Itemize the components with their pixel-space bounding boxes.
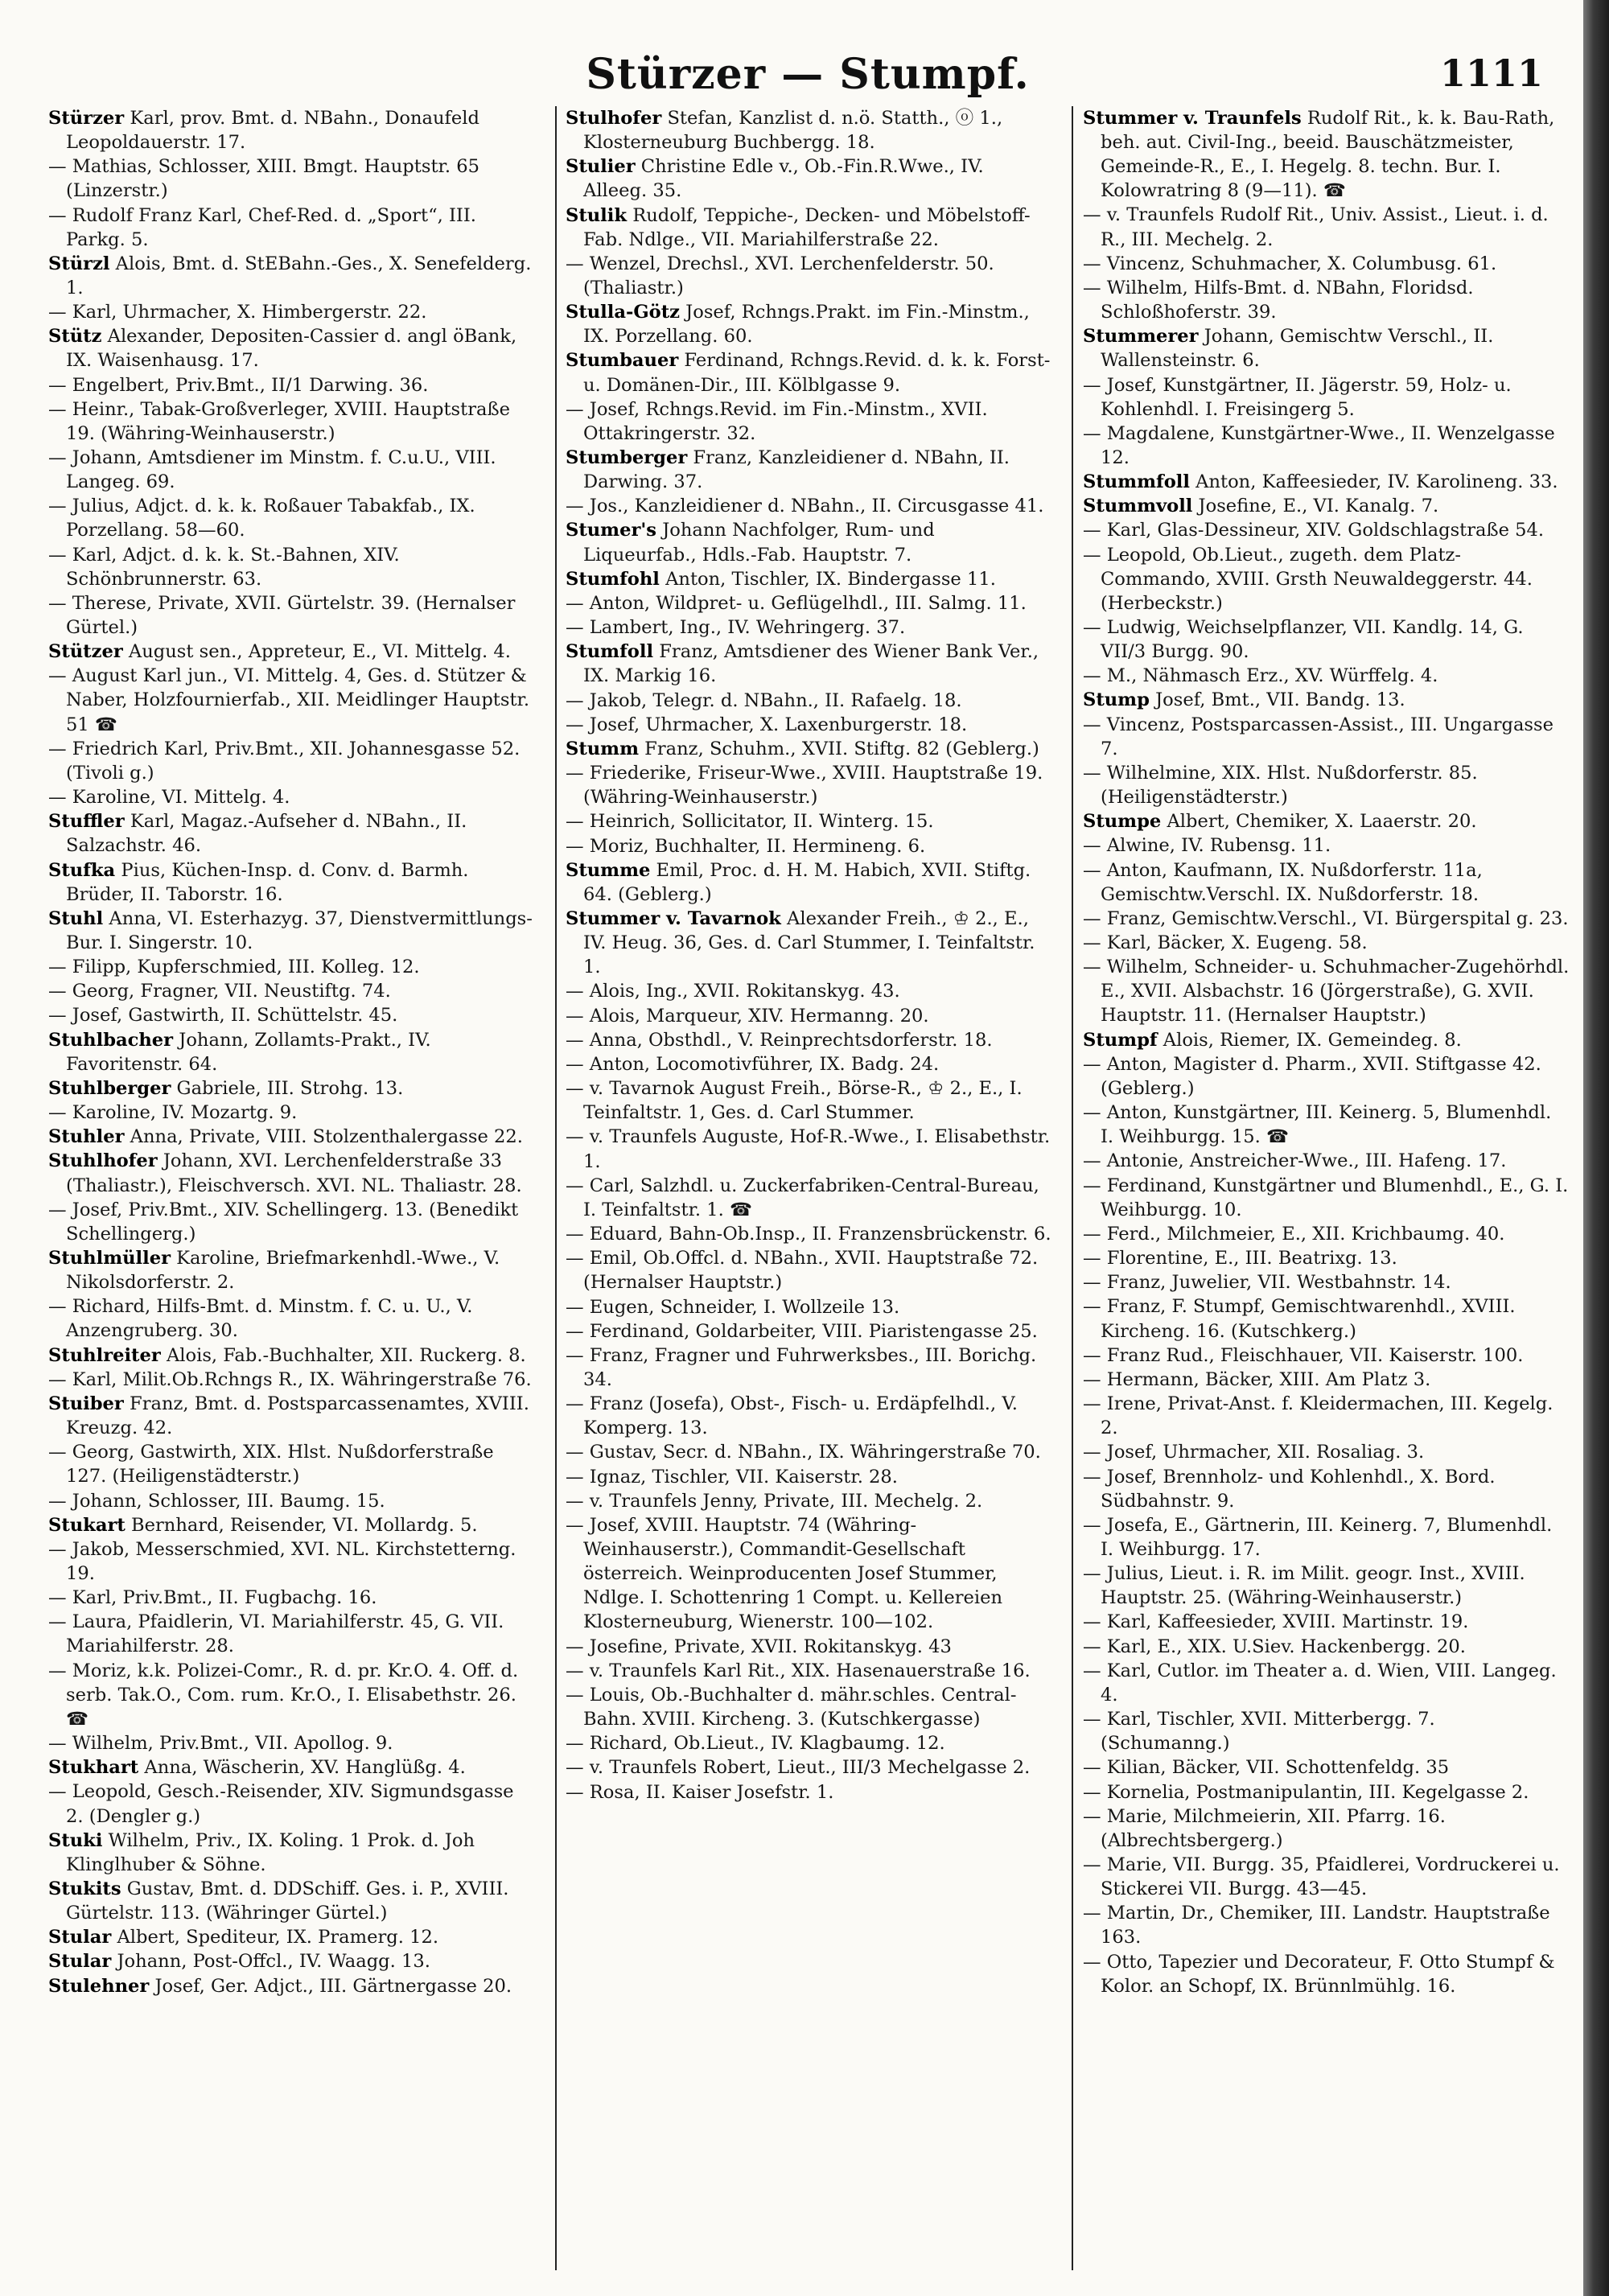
- directory-entry: Stular Johann, Post-Offcl., IV. Waagg. 13.: [48, 1951, 430, 1973]
- directory-entry: — Karl, Adjct. d. k. k. St.-Bahnen, XIV. Schönbrunnerstr. 63.: [48, 544, 400, 590]
- directory-entry: — Franz, Gemischtw.Verschl., VI. Bürgerspital g. 23.: [1083, 907, 1569, 929]
- directory-entry: — M., Nähmasch Erz., XV. Würffelg. 4.: [1083, 665, 1438, 687]
- directory-entry: — Richard, Ob.Lieut., IV. Klagbaumg. 12.: [566, 1733, 945, 1755]
- directory-entry: Stuhl Anna, VI. Esterhazyg. 37, Dienstvermittlungs-Bur. I. Singerstr. 10.: [48, 907, 533, 953]
- directory-entry: — Karl, Uhrmacher, X. Himbergerstr. 22.: [48, 302, 427, 323]
- column-divider: [1072, 106, 1073, 2270]
- directory-entry: Stumm Franz, Schuhm., XVII. Stiftg. 82 (Geblerg.): [566, 738, 1039, 759]
- directory-entry: — Otto, Tapezier und Decorateur, F. Otto Stumpf & Kolor. an Schopf, IX. Brünnlmühlg. 16.: [1083, 1951, 1555, 1997]
- directory-entry: — Josef, Priv.Bmt., XIV. Schellingerg. 13. (Benedikt Schellingerg.): [48, 1199, 519, 1245]
- directory-entry: — Kilian, Bäcker, VII. Schottenfeldg. 35: [1083, 1757, 1450, 1779]
- column-3: [1083, 106, 1570, 2270]
- directory-entry: Stukart Bernhard, Reisender, VI. Mollardg. 5.: [48, 1514, 478, 1536]
- directory-entry: — Wilhelmine, XIX. Hlst. Nußdorferstr. 85. (Heiligenstädterstr.): [1083, 762, 1478, 809]
- directory-entry: — v. Traunfels Auguste, Hof-R.-Wwe., I. Elisabethstr. 1.: [566, 1126, 1051, 1172]
- directory-entry: — Rosa, II. Kaiser Josefstr. 1.: [566, 1781, 834, 1803]
- directory-entry: — Anna, Obsthdl., V. Reinprechtsdorferstr. 18.: [566, 1029, 993, 1051]
- directory-entry: Stuki Wilhelm, Priv., IX. Koling. 1 Prok. d. Joh Klinglhuber & Söhne.: [48, 1829, 475, 1875]
- directory-entry: Stuhlbacher Johann, Zollamts-Prakt., IV. Favoritenstr. 64.: [48, 1029, 431, 1075]
- page-title: Stürzer — Stumpf.: [586, 50, 1030, 99]
- directory-entry: — Georg, Fragner, VII. Neustiftg. 74.: [48, 981, 391, 1002]
- directory-entry: — Johann, Schlosser, III. Baumg. 15.: [48, 1490, 385, 1512]
- directory-entry: — Jakob, Telegr. d. NBahn., II. Rafaelg. 18.: [566, 689, 962, 711]
- directory-entry: Stummer v. Traunfels Rudolf Rit., k. k. Bau-Rath, beh. aut. Civil-Ing., beeid. Bauschätzmeister, Gemeinde-R., E., I. Hegelg. 8. techn. Bur. I. Kolowratring 8 (9—11). ☎: [1083, 108, 1555, 202]
- directory-entry: Stürzer Karl, prov. Bmt. d. NBahn., Donaufeld Leopoldauerstr. 17.: [48, 108, 479, 154]
- directory-entry: — Hermann, Bäcker, XIII. Am Platz 3.: [1083, 1368, 1431, 1390]
- directory-entry: — Filipp, Kupferschmied, III. Kolleg. 12.: [48, 957, 420, 978]
- directory-entry: — Ferdinand, Kunstgärtner und Blumenhdl., E., G. I. Weihburgg. 10.: [1083, 1175, 1569, 1220]
- directory-entry: — Kornelia, Postmanipulantin, III. Kegelgasse 2.: [1083, 1781, 1529, 1803]
- page-header: [48, 50, 1567, 101]
- directory-entry: — Wilhelm, Schneider- u. Schuhmacher-Zugehörhdl. E., XVII. Alsbachstr. 16 (Jörgerstraße), G. XVII. Hauptstr. 11. (Hernalser Hauptstr.): [1083, 957, 1570, 1027]
- directory-entry: Stukhart Anna, Wäscherin, XV. Hanglüßg. 4.: [48, 1757, 466, 1779]
- directory-entry: — Lambert, Ing., IV. Wehringerg. 37.: [566, 617, 906, 639]
- book-binding-edge: [1583, 0, 1609, 2296]
- directory-entry: — Heinr., Tabak-Großverleger, XVIII. Hauptstraße 19. (Währing-Weinhauserstr.): [48, 398, 510, 444]
- directory-entry: — Therese, Private, XVII. Gürtelstr. 39. (Hernalser Gürtel.): [48, 592, 516, 638]
- directory-entry: — Emil, Ob.Offcl. d. NBahn., XVII. Hauptstraße 72. (Hernalser Hauptstr.): [566, 1248, 1039, 1294]
- directory-entry: — Josefa, E., Gärtnerin, III. Keinerg. 7, Blumenhdl. I. Weihburgg. 17.: [1083, 1514, 1553, 1560]
- directory-entry: — Franz (Josefa), Obst-, Fisch- u. Erdäpfelhdl., V. Komperg. 13.: [566, 1393, 1018, 1439]
- directory-entry: Stumme Emil, Proc. d. H. M. Habich, XVII. Stiftg. 64. (Geblerg.): [566, 859, 1031, 905]
- directory-entry: — Louis, Ob.-Buchhalter d. mähr.schles. Central-Bahn. XVIII. Kircheng. 3. (Kutschkergasse): [566, 1684, 1017, 1730]
- directory-entry: — Laura, Pfaidlerin, VI. Mariahilferstr. 45, G. VII. Mariahilferstr. 28.: [48, 1611, 504, 1657]
- directory-entry: — Carl, Salzhdl. u. Zuckerfabriken-Central-Bureau, I. Teinfaltstr. 1. ☎: [566, 1175, 1039, 1220]
- directory-entry: — v. Traunfels Jenny, Private, III. Mechelg. 2.: [566, 1490, 983, 1512]
- directory-entry: — Friedrich Karl, Priv.Bmt., XII. Johannesgasse 52. (Tivoli g.): [48, 738, 521, 784]
- directory-entry: — Josef, XVIII. Hauptstr. 74 (Währing-Weinhauserstr.), Commandit-Gesellschaft österreich. Weinproducenten Josef Stummer, Ndlge. I. Schottenring 1 Compt. u. Kellereien Klosterneuburg, Wienerstr. 100—102.: [566, 1515, 1003, 1633]
- directory-entry: — Eduard, Bahn-Ob.Insp., II. Franzensbrückenstr. 6.: [566, 1224, 1051, 1245]
- directory-entry: — August Karl jun., VI. Mittelg. 4, Ges. d. Stützer & Naber, Holzfournierfab., XII. Meidlinger Hauptstr. 51 ☎: [48, 665, 530, 735]
- directory-entry: — Heinrich, Sollicitator, II. Winterg. 15.: [566, 811, 934, 833]
- directory-entry: — Marie, VII. Burgg. 35, Pfaidlerei, Vordruckerei u. Stickerei VII. Burgg. 43—45.: [1083, 1854, 1560, 1900]
- directory-entry: Stuhlhofer Johann, XVI. Lerchenfelderstraße 33 (Thaliastr.), Fleischversch. XVI. NL. Thaliastr. 28.: [48, 1150, 522, 1196]
- directory-entry: — Karl, Priv.Bmt., II. Fugbachg. 16.: [48, 1587, 377, 1609]
- directory-entry: — Franz Rud., Fleischhauer, VII. Kaiserstr. 100.: [1083, 1344, 1524, 1366]
- directory-entry: Stumpe Albert, Chemiker, X. Laaerstr. 20.: [1083, 811, 1477, 833]
- directory-entry: Stummfoll Anton, Kaffeesieder, IV. Karolineng. 33.: [1083, 471, 1558, 493]
- directory-entry: Stulik Rudolf, Teppiche-, Decken- und Möbelstoff-Fab. Ndlge., VII. Mariahilferstraße 22.: [566, 204, 1031, 250]
- directory-entry: — Wilhelm, Hilfs-Bmt. d. NBahn, Floridsd. Schloßhoferstr. 39.: [1083, 277, 1474, 323]
- directory-entry: — Martin, Dr., Chemiker, III. Landstr. Hauptstraße 163.: [1083, 1903, 1550, 1948]
- directory-entry: — v. Traunfels Karl Rit., XIX. Hasenauerstraße 16.: [566, 1660, 1031, 1681]
- column-1: [48, 106, 535, 2270]
- directory-entry: — Franz, F. Stumpf, Gemischtwarenhdl., XVIII. Kircheng. 16. (Kutschkerg.): [1083, 1296, 1516, 1342]
- directory-entry: — Josef, Brennholz- und Kohlenhdl., X. Bord. Südbahnstr. 9.: [1083, 1466, 1496, 1512]
- directory-entry: — Karoline, IV. Mozartg. 9.: [48, 1102, 298, 1124]
- directory-entry: — Ludwig, Weichselpflanzer, VII. Kandlg. 14, G. VII/3 Burgg. 90.: [1083, 617, 1524, 663]
- directory-entry: — Marie, Milchmeierin, XII. Pfarrg. 16. (Albrechtsbergerg.): [1083, 1805, 1446, 1851]
- directory-entry: Stumfoll Franz, Amtsdiener des Wiener Bank Ver., IX. Markig 16.: [566, 641, 1039, 687]
- directory-entry: — Moriz, k.k. Polizei-Comr., R. d. pr. Kr.O. 4. Off. d. serb. Tak.O., Com. rum. Kr.O., I. Elisabethstr. 26. ☎: [48, 1660, 519, 1730]
- directory-entry: Stummer v. Tavarnok Alexander Freih., ♔ 2., E., IV. Heug. 36, Ges. d. Carl Stummer, I. Teinfaltstr. 1.: [566, 908, 1035, 978]
- directory-entry: — Ferdinand, Goldarbeiter, VIII. Piaristengasse 25.: [566, 1320, 1038, 1342]
- directory-entry: — Vincenz, Postsparcassen-Assist., III. Ungargasse 7.: [1083, 714, 1553, 759]
- directory-entry: — Julius, Lieut. i. R. im Milit. geogr. Inst., XVIII. Hauptstr. 25. (Währing-Weinhauserstr.): [1083, 1563, 1525, 1609]
- directory-entry: Stukits Gustav, Bmt. d. DDSchiff. Ges. i. P., XVIII. Gürtelstr. 113. (Währinger Gürtel.): [48, 1878, 509, 1924]
- directory-entry: — Karoline, VI. Mittelg. 4.: [48, 787, 290, 809]
- directory-entry: — Josefine, Private, XVII. Rokitanskyg. 43: [566, 1636, 952, 1657]
- directory-entry: — Irene, Privat-Anst. f. Kleidermachen, III. Kegelg. 2.: [1083, 1393, 1553, 1439]
- directory-entry: — Antonie, Anstreicher-Wwe., III. Hafeng. 17.: [1083, 1150, 1507, 1172]
- directory-entry: — Anton, Kunstgärtner, III. Keinerg. 5, Blumenhdl. I. Weihburgg. 15. ☎: [1083, 1102, 1552, 1148]
- directory-entry: — Jos., Kanzleidiener d. NBahn., II. Circusgasse 41.: [566, 496, 1044, 517]
- directory-entry: — v. Traunfels Rudolf Rit., Univ. Assist., Lieut. i. d. R., III. Mechelg. 2.: [1083, 204, 1549, 250]
- directory-entry: — Alwine, IV. Rubensg. 11.: [1083, 835, 1331, 857]
- directory-entry: — Alois, Marqueur, XIV. Hermanng. 20.: [566, 1005, 929, 1027]
- directory-entry: — Anton, Locomotivführer, IX. Badg. 24.: [566, 1054, 940, 1075]
- directory-entry: — Vincenz, Schuhmacher, X. Columbusg. 61.: [1083, 253, 1497, 274]
- page-number: 1111: [1439, 51, 1543, 95]
- column-divider: [555, 106, 557, 2270]
- directory-entry: — Karl, Kaffeesieder, XVIII. Martinstr. 19.: [1083, 1611, 1469, 1633]
- directory-entry: — Franz, Fragner und Fuhrwerksbes., III. Borichg. 34.: [566, 1344, 1037, 1390]
- directory-entry: — Rudolf Franz Karl, Chef-Red. d. „Sport“, III. Parkg. 5.: [48, 204, 476, 250]
- directory-entry: — Eugen, Schneider, I. Wollzeile 13.: [566, 1296, 900, 1318]
- directory-entry: Stuhler Anna, Private, VIII. Stolzenthalergasse 22.: [48, 1126, 523, 1148]
- directory-entry: Stumpf Alois, Riemer, IX. Gemeindeg. 8.: [1083, 1029, 1462, 1051]
- directory-entry: Stuhlberger Gabriele, III. Strohg. 13.: [48, 1077, 404, 1099]
- directory-entry: — Gustav, Secr. d. NBahn., IX. Währingerstraße 70.: [566, 1442, 1041, 1463]
- column-2: [566, 106, 1052, 2270]
- directory-entry: Stumbauer Ferdinand, Rchngs.Revid. d. k. k. Forst- u. Domänen-Dir., III. Kölblgasse 9.: [566, 350, 1051, 396]
- directory-entry: — Julius, Adjct. d. k. k. Roßauer Tabakfab., IX. Porzellang. 58—60.: [48, 496, 475, 541]
- directory-entry: Stumfohl Anton, Tischler, IX. Bindergasse 11.: [566, 568, 996, 590]
- directory-entry: — Anton, Magister d. Pharm., XVII. Stiftgasse 42. (Geblerg.): [1083, 1053, 1541, 1099]
- directory-entry: — Engelbert, Priv.Bmt., II/1 Darwing. 36.: [48, 374, 429, 396]
- directory-entry: Stuffler Karl, Magaz.-Aufseher d. NBahn., II. Salzachstr. 46.: [48, 811, 467, 857]
- directory-entry: — Anton, Wildpret- u. Geflügelhdl., III. Salmg. 11.: [566, 592, 1027, 614]
- directory-entry: Stular Albert, Spediteur, IX. Pramerg. 12.: [48, 1927, 438, 1948]
- directory-entry: — Josef, Rchngs.Revid. im Fin.-Minstm., XVII. Ottakringerstr. 32.: [566, 398, 988, 444]
- directory-entry: — v. Traunfels Robert, Lieut., III/3 Mechelgasse 2.: [566, 1757, 1031, 1779]
- directory-entry: — Josef, Gastwirth, II. Schüttelstr. 45.: [48, 1005, 398, 1027]
- directory-entry: Stummerer Johann, Gemischtw Verschl., II. Wallensteinstr. 6.: [1083, 326, 1494, 372]
- directory-entry: — Karl, E., XIX. U.Siev. Hackenbergg. 20.: [1083, 1636, 1466, 1657]
- directory-entry: Stulier Christine Edle v., Ob.-Fin.R.Wwe., IV. Alleeg. 35.: [566, 156, 984, 202]
- directory-entry: — Josef, Uhrmacher, X. Laxenburgerstr. 18.: [566, 714, 968, 735]
- directory-entry: Stulla-Götz Josef, Rchngs.Prakt. im Fin.-Minstm., IX. Porzellang. 60.: [566, 302, 1030, 348]
- directory-entry: — Moriz, Buchhalter, II. Hermineng. 6.: [566, 835, 926, 857]
- directory-entry: — Johann, Amtsdiener im Minstm. f. C.u.U., VIII. Langeg. 69.: [48, 447, 496, 493]
- directory-entry: Stulehner Josef, Ger. Adjct., III. Gärtnergasse 20.: [48, 1975, 512, 1997]
- directory-entry: Stufka Pius, Küchen-Insp. d. Conv. d. Barmh. Brüder, II. Taborstr. 16.: [48, 859, 469, 905]
- directory-entry: — v. Tavarnok August Freih., Börse-R., ♔ 2., E., I. Teinfaltstr. 1, Ges. d. Carl Stummer.: [566, 1078, 1023, 1124]
- directory-entry: — Josef, Uhrmacher, XII. Rosaliag. 3.: [1083, 1442, 1425, 1463]
- directory-entry: — Ignaz, Tischler, VII. Kaiserstr. 28.: [566, 1466, 898, 1487]
- directory-entry: — Karl, Bäcker, X. Eugeng. 58.: [1083, 932, 1368, 954]
- directory-entry: — Magdalene, Kunstgärtner-Wwe., II. Wenzelgasse 12.: [1083, 422, 1555, 468]
- directory-entry: — Friederike, Friseur-Wwe., XVIII. Hauptstraße 19. (Währing-Weinhauserstr.): [566, 763, 1043, 809]
- directory-entry: — Karl, Cutlor. im Theater a. d. Wien, VIII. Langeg. 4.: [1083, 1660, 1557, 1706]
- directory-entry: Stuhlreiter Alois, Fab.-Buchhalter, XII. Ruckerg. 8.: [48, 1344, 526, 1366]
- directory-entry: Stummvoll Josefine, E., VI. Kanalg. 7.: [1083, 496, 1439, 517]
- directory-entry: — Georg, Gastwirth, XIX. Hlst. Nußdorferstraße 127. (Heiligenstädterstr.): [48, 1442, 494, 1487]
- directory-entry: — Anton, Kaufmann, IX. Nußdorferstr. 11a, Gemischtw.Verschl. IX. Nußdorferstr. 18.: [1083, 859, 1483, 905]
- directory-entry: — Richard, Hilfs-Bmt. d. Minstm. f. C. u. U., V. Anzengruberg. 30.: [48, 1296, 473, 1342]
- directory-entry: Stump Josef, Bmt., VII. Bandg. 13.: [1083, 689, 1405, 711]
- directory-entry: Stuiber Franz, Bmt. d. Postsparcassenamtes, XVIII. Kreuzg. 42.: [48, 1393, 529, 1439]
- directory-entry: — Ferd., Milchmeier, E., XII. Krichbaumg. 40.: [1083, 1223, 1505, 1245]
- directory-entry: — Florentine, E., III. Beatrixg. 13.: [1083, 1248, 1397, 1269]
- directory-entry: — Josef, Kunstgärtner, II. Jägerstr. 59, Holz- u. Kohlenhdl. I. Freisingerg 5.: [1083, 374, 1512, 420]
- directory-entry: — Karl, Tischler, XVII. Mitterbergg. 7. (Schumanng.): [1083, 1709, 1435, 1755]
- directory-entry: — Karl, Milit.Ob.Rchngs R., IX. Währingerstraße 76.: [48, 1368, 532, 1390]
- columns-container: [48, 106, 1569, 2270]
- directory-entry: — Wenzel, Drechsl., XVI. Lerchenfelderstr. 50. (Thaliastr.): [566, 253, 994, 298]
- directory-entry: — Alois, Ing., XVII. Rokitanskyg. 43.: [566, 981, 900, 1002]
- directory-entry: Stütz Alexander, Depositen-Cassier d. angl öBank, IX. Waisenhausg. 17.: [48, 326, 517, 372]
- directory-entry: Stumberger Franz, Kanzleidiener d. NBahn, II. Darwing. 37.: [566, 446, 1010, 493]
- directory-entry: — Jakob, Messerschmied, XVI. NL. Kirchstetterng. 19.: [48, 1538, 516, 1584]
- directory-entry: — Leopold, Gesch.-Reisender, XIV. Sigmundsgasse 2. (Dengler g.): [48, 1781, 514, 1827]
- directory-entry: — Mathias, Schlosser, XIII. Bmgt. Hauptstr. 65 (Linzerstr.): [48, 156, 479, 202]
- directory-entry: Stumer's Johann Nachfolger, Rum- und Liqueurfab., Hdls.-Fab. Hauptstr. 7.: [566, 520, 935, 566]
- directory-entry: — Karl, Glas-Dessineur, XIV. Goldschlagstraße 54.: [1083, 520, 1545, 541]
- directory-entry: Stützer August sen., Appreteur, E., VI. Mittelg. 4.: [48, 641, 511, 663]
- directory-entry: — Franz, Juwelier, VII. Westbahnstr. 14.: [1083, 1272, 1451, 1294]
- directory-entry: — Wilhelm, Priv.Bmt., VII. Apollog. 9.: [48, 1733, 393, 1755]
- directory-entry: Stuhlmüller Karoline, Briefmarkenhdl.-Wwe., V. Nikolsdorferstr. 2.: [48, 1248, 500, 1294]
- directory-entry: Stürzl Alois, Bmt. d. StEBahn.-Ges., X. Senefelderg. 1.: [48, 253, 532, 298]
- directory-entry: Stulhofer Stefan, Kanzlist d. n.ö. Statth., ⓞ 1., Klosterneuburg Buchbergg. 18.: [566, 108, 1003, 154]
- directory-entry: — Leopold, Ob.Lieut., zugeth. dem Platz-Commando, XVIII. Grsth Neuwaldeggerstr. 44. (Herbeckstr.): [1083, 544, 1533, 614]
